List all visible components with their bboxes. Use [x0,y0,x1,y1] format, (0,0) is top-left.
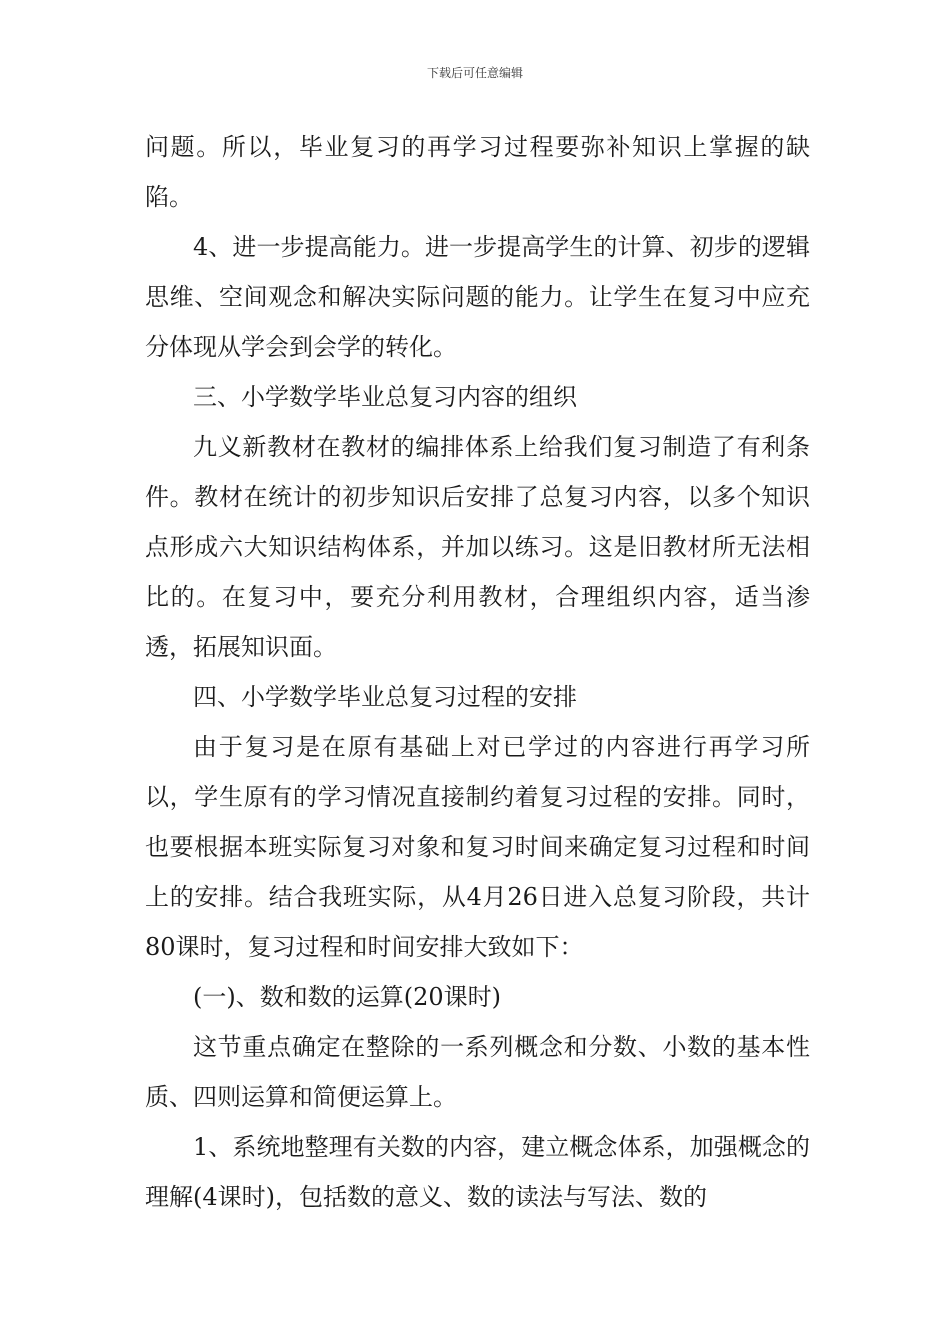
paragraph: 九义新教材在教材的编排体系上给我们复习制造了有利条件。教材在统计的初步知识后安排了总复习内容，以多个知识点形成六大知识结构体系，并加以练习。这是旧教材所无法相比的。在复习中，要充分利用教材，合理组织内容，适当渗透，拓展知识面。 [145,433,810,661]
paragraph: 4、进一步提高能力。进一步提高学生的计算、初步的逻辑思维、空间观念和解决实际问题的能力。让学生在复习中应充分体现从学会到会学的转化。 [145,233,810,361]
page-header: 下载后可任意编辑 [426,66,523,80]
section-heading: 三、小学数学毕业总复习内容的组织 [193,383,577,411]
paragraph: 1、系统地整理有关数的内容，建立概念体系，加强概念的理解(4课时)，包括数的意义、数的读法与写法、数的 [145,1133,810,1211]
subsection-heading: (一)、数和数的运算(20课时) [193,983,501,1011]
paragraph: 这节重点确定在整除的一系列概念和分数、小数的基本性质、四则运算和简便运算上。 [145,1033,810,1111]
paragraph: 问题。所以，毕业复习的再学习过程要弥补知识上掌握的缺陷。 [145,133,810,211]
section-heading: 四、小学数学毕业总复习过程的安排 [193,683,577,711]
paragraph: 由于复习是在原有基础上对已学过的内容进行再学习所以，学生原有的学习情况直接制约着复习过程的安排。同时，也要根据本班实际复习对象和复习时间来确定复习过程和时间上的安排。结合我班实际，从4月26日进入总复习阶段，共计80课时，复习过程和时间安排大致如下： [145,733,810,961]
document-body [145,122,810,1222]
